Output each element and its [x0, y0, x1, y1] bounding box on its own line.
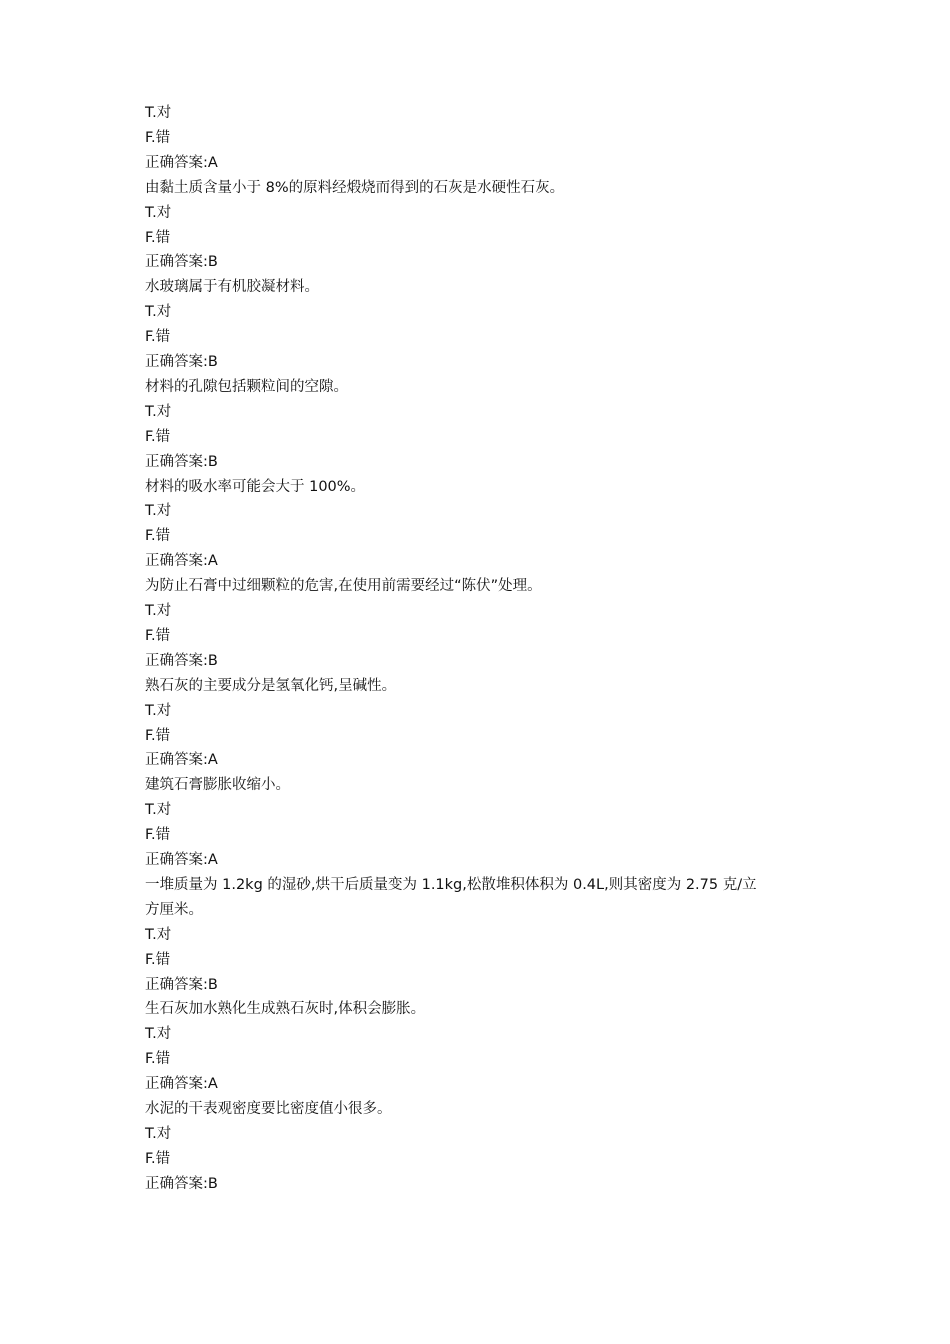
question-continuation-line: 方厘米。 — [145, 901, 203, 918]
answer-line: 正确答案:B — [145, 652, 218, 669]
option-line: T.对 — [145, 304, 172, 321]
option-line: F.错 — [145, 129, 171, 146]
option-line: T.对 — [145, 1026, 172, 1043]
option-line: F.错 — [145, 727, 171, 744]
question-line: 材料的吸水率可能会大于 100%。 — [145, 478, 366, 495]
option-line: F.错 — [145, 329, 171, 346]
option-line: F.错 — [145, 1150, 171, 1167]
question-line: 为防止石膏中过细颗粒的危害,在使用前需要经过“陈伏”处理。 — [145, 578, 542, 595]
option-line: F.错 — [145, 428, 171, 445]
answer-line: 正确答案:B — [145, 254, 218, 271]
option-line: F.错 — [145, 1051, 171, 1068]
question-line: 熟石灰的主要成分是氢氧化钙,呈碱性。 — [145, 677, 397, 694]
answer-line: 正确答案:B — [145, 453, 218, 470]
option-line: F.错 — [145, 627, 171, 644]
option-line: F.错 — [145, 528, 171, 545]
option-line: T.对 — [145, 926, 172, 943]
option-line: T.对 — [145, 802, 172, 819]
question-line: 一堆质量为 1.2kg 的湿砂,烘干后质量变为 1.1kg,松散堆积体积为 0.4L,则其密度为 2.75 克/立 — [145, 876, 757, 893]
option-line: F.错 — [145, 951, 171, 968]
question-line: 建筑石膏膨胀收缩小。 — [145, 777, 290, 794]
option-line: T.对 — [145, 1125, 172, 1142]
answer-line: 正确答案:B — [145, 1175, 218, 1192]
question-line: 生石灰加水熟化生成熟石灰时,体积会膨胀。 — [145, 1001, 426, 1018]
option-line: F.错 — [145, 827, 171, 844]
answer-line: 正确答案:A — [145, 553, 218, 570]
answer-line: 正确答案:A — [145, 1076, 218, 1093]
answer-line: 正确答案:A — [145, 154, 218, 171]
option-line: T.对 — [145, 204, 172, 221]
option-line: T.对 — [145, 503, 172, 520]
option-line: T.对 — [145, 105, 172, 121]
question-line: 水玻璃属于有机胶凝材料。 — [145, 279, 319, 296]
answer-line: 正确答案:A — [145, 852, 218, 868]
answer-line: 正确答案:B — [145, 976, 218, 993]
question-line: 由黏土质含量小于 8%的原料经煅烧而得到的石灰是水硬性石灰。 — [145, 179, 565, 196]
question-line: 材料的孔隙包括颗粒间的空隙。 — [145, 378, 348, 395]
option-line: T.对 — [145, 603, 172, 619]
answer-line: 正确答案:B — [145, 354, 218, 370]
option-line: T.对 — [145, 702, 172, 719]
option-line: T.对 — [145, 403, 172, 420]
question-line: 水泥的干表观密度要比密度值小很多。 — [145, 1101, 392, 1117]
answer-line: 正确答案:A — [145, 752, 218, 769]
option-line: F.错 — [145, 229, 171, 246]
